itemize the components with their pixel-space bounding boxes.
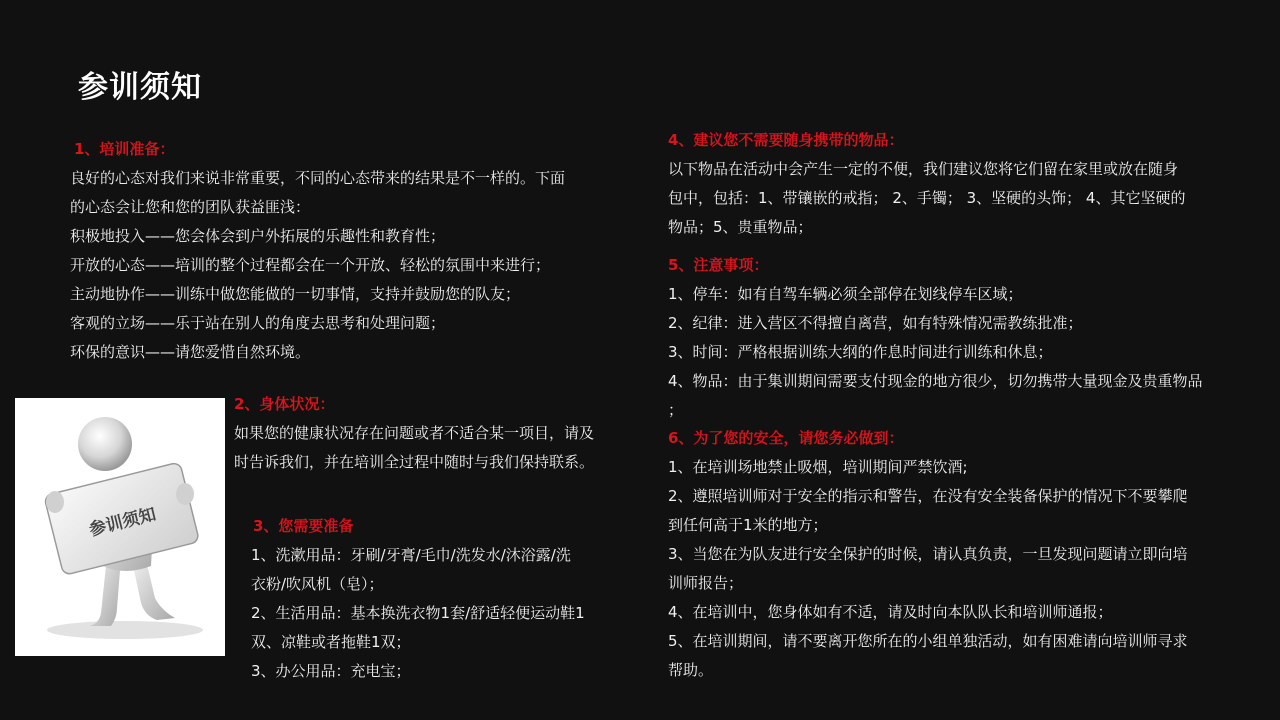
section-line: 2、生活用品：基本换洗衣物1套/舒适轻便运动鞋1 bbox=[251, 604, 585, 622]
section-line: 开放的心态——培训的整个过程都会在一个开放、轻松的氛围中来进行； bbox=[70, 256, 551, 274]
section-line: 物品；5、贵重物品； bbox=[668, 218, 813, 236]
section-line: 时告诉我们，并在培训全过程中随时与我们保持联系。 bbox=[234, 453, 595, 471]
section-heading: 1、培训准备： bbox=[74, 140, 175, 158]
section-line: 2、遵照培训师对于安全的指示和警告，在没有安全装备保护的情况下不要攀爬 bbox=[668, 487, 1188, 505]
section-line: 4、物品：由于集训期间需要支付现金的地方很少，切勿携带大量现金及贵重物品 bbox=[668, 372, 1203, 390]
section-line: 包中，包括：1、带镶嵌的戒指； 2、手镯； 3、坚硬的头饰； 4、其它坚硬的 bbox=[668, 189, 1186, 207]
section-heading: 5、注意事项： bbox=[668, 256, 769, 274]
section-line: 3、当您在为队友进行安全保护的时候，请认真负责，一旦发现问题请立即向培 bbox=[668, 545, 1188, 563]
section-line: 衣粉/吹风机（皂）； bbox=[251, 575, 384, 593]
section-line: 积极地投入——您会体会到户外拓展的乐趣性和教育性； bbox=[70, 227, 446, 245]
section-line: 客观的立场——乐于站在别人的角度去思考和处理问题； bbox=[70, 314, 446, 332]
section-line: 2、纪律：进入营区不得擅自离营，如有特殊情况需教练批准； bbox=[668, 314, 1083, 332]
section-items-not-to-carry bbox=[668, 126, 1243, 242]
section-notes bbox=[668, 251, 1248, 425]
section-heading: 2、身体状况： bbox=[234, 395, 335, 413]
section-line: 良好的心态对我们来说非常重要，不同的心态带来的结果是不一样的。下面 bbox=[70, 169, 566, 187]
section-line: 1、停车：如有自驾车辆必须全部停在划线停车区域； bbox=[668, 285, 1023, 303]
section-health-status bbox=[234, 390, 626, 477]
figure-holding-sign-icon bbox=[15, 398, 225, 656]
section-line: 训师报告； bbox=[668, 574, 744, 592]
section-line: 双、凉鞋或者拖鞋1双； bbox=[251, 633, 411, 651]
section-things-to-prepare bbox=[251, 512, 621, 686]
sign-text: 参训须知 bbox=[87, 504, 159, 541]
section-line: 以下物品在活动中会产生一定的不便，我们建议您将它们留在家里或放在随身 bbox=[668, 160, 1179, 178]
section-line: 帮助。 bbox=[668, 661, 714, 679]
section-heading: 4、建议您不需要随身携带的物品： bbox=[668, 131, 904, 149]
section-line: 5、在培训期间，请不要离开您所在的小组单独活动，如有困难请向培训师寻求 bbox=[668, 632, 1188, 650]
section-training-preparation bbox=[70, 135, 610, 367]
section-safety bbox=[668, 424, 1243, 685]
section-line: 主动地协作——训练中做您能做的一切事情，支持并鼓励您的队友； bbox=[70, 285, 521, 303]
section-line: 到任何高于1米的地方； bbox=[668, 516, 828, 534]
section-line: 1、洗漱用品：牙刷/牙膏/毛巾/洗发水/沐浴露/洗 bbox=[251, 546, 571, 564]
section-line: 4、在培训中，您身体如有不适，请及时向本队队长和培训师通报； bbox=[668, 603, 1113, 621]
section-line: ； bbox=[668, 401, 684, 419]
section-line: 环保的意识——请您爱惜自然环境。 bbox=[70, 343, 311, 361]
section-line: 3、办公用品：充电宝； bbox=[251, 662, 411, 680]
section-line: 如果您的健康状况存在问题或者不适合某一项目，请及 bbox=[234, 424, 595, 442]
section-heading: 6、为了您的安全，请您务必做到： bbox=[668, 429, 904, 447]
section-line: 1、在培训场地禁止吸烟，培训期间严禁饮酒; bbox=[668, 458, 968, 476]
section-line: 的心态会让您和您的团队获益匪浅： bbox=[70, 198, 311, 216]
page-title: 参训须知 bbox=[78, 70, 202, 105]
section-line: 3、时间：严格根据训练大纲的作息时间进行训练和休息； bbox=[668, 343, 1053, 361]
section-heading: 3、您需要准备 bbox=[253, 517, 354, 535]
